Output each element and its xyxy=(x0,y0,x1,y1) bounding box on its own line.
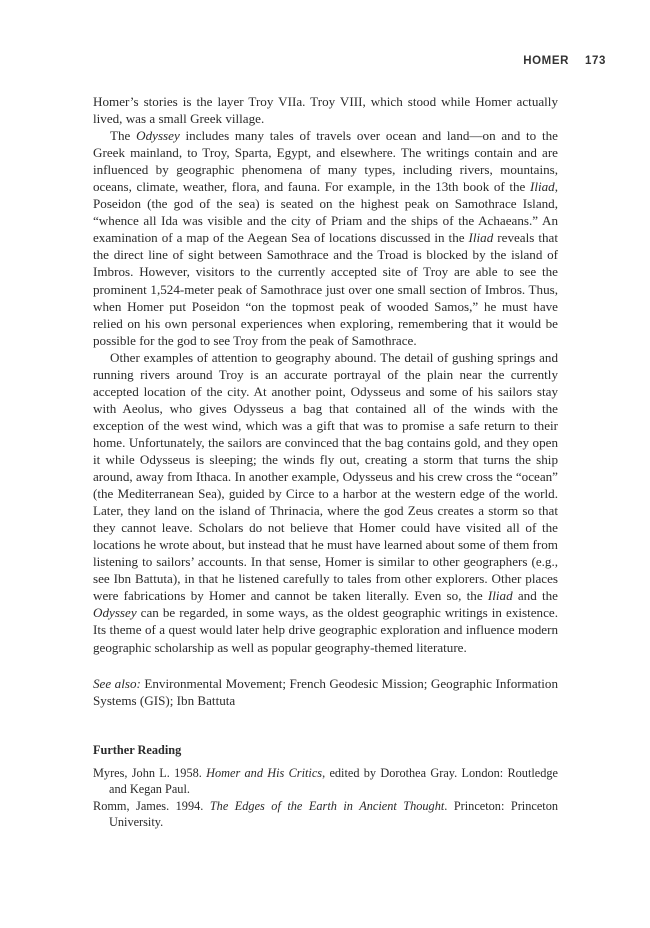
work-title-odyssey: Odyssey xyxy=(136,128,180,144)
paragraph-1 xyxy=(93,93,558,127)
running-head xyxy=(523,55,606,67)
reference-text: , edited by Dorothea Gray. London: Routledge and Kegan Paul. xyxy=(109,765,558,796)
reference-text: . Princeton: Princeton University. xyxy=(109,798,558,829)
paragraph-2-text-2: includes many tales of travels over ocean and land—on and to the Greek mainland, to Troy, Sparta, Egypt, and elsewhere. The writings contain and are influenced by geographic phenomena of many types, including rivers, mountains, oceans, climate, weather, flora, and fauna. For example, in the 13th book of the xyxy=(93,128,558,195)
work-title-iliad: Iliad xyxy=(468,230,494,246)
paragraph-3-text-1: Other examples of attention to geography abound. The detail of gushing springs and running rivers around Troy is an accurate portrayal of the plain near the currently accepted location of the city. At another point, Odysseus and some of his sailors stay with Aeolus, who gives Odysseus a bag that contained all of the winds with the exception of the west wind, which was a gift that was to promise a safe return to their home. Unfortunately, the sailors are convinced that the bag contains gold, and they open it while Odysseus is sleeping; the winds fly out, creating a storm that turns the ship around, away from Ithaca. In another example, Odysseus and his crew cross the “ocean” (the Mediterranean Sea), guided by Circe to a harbor at the western edge of the world. Later, they land on the island of Thrinacia, where the god Zeus creates a storm so that they cannot leave. Scholars do not believe that Homer could have visited all of the locations he wrote about, but instead that he must have learned about some of them from listening to sailors’ accounts. In that sense, Homer is similar to other geographers (e.g., see Ibn Battuta), in that he listened carefully to tales from other explorers. Other places were fabrications by Homer and cannot be taken literally. Even so, the xyxy=(93,349,558,604)
running-title: HOMER xyxy=(523,55,569,67)
reference-text: Myres, John L. 1958. xyxy=(93,765,207,780)
paragraph-2-text-3: , Poseidon (the god of the sea) is seated on the highest peak on Samothrace Island, “whence all Ida was visible and the city of Priam and the ships of the Achaeans.” An examination of a map of the Aegean Sea of locations discussed in the xyxy=(93,179,558,246)
reference-title: The Edges of the Earth in Ancient Thought xyxy=(209,798,445,813)
paragraph-3-text-3: can be regarded, in some ways, as the oldest geographic writings in existence. Its theme of a quest would later help drive geographic exploration and influence modern geographic scholarship as well as popular geography-themed literature. xyxy=(93,605,558,655)
reference-title: Homer and His Critics xyxy=(206,765,323,780)
see-also-label: See also: xyxy=(93,675,141,691)
see-also-text: Environmental Movement; French Geodesic Mission; Geographic Information Systems (GIS); Ibn Battuta xyxy=(93,675,558,708)
work-title-iliad: Iliad xyxy=(487,588,513,604)
reference-text: Romm, James. 1994. xyxy=(93,798,210,813)
paragraph-3-text-2: and the xyxy=(512,588,558,604)
reference-item xyxy=(93,765,558,797)
paragraph-2-text-1: The xyxy=(110,128,137,144)
work-title-odyssey: Odyssey xyxy=(93,605,137,621)
paragraph-2-text-4: reveals that the direct line of sight between Samothrace and the Troad is blocked by the island of Imbros. However, visitors to the currently accepted site of Troy are able to see the prominent 1,524-meter peak of Samothrace just over one small section of Imbros. Thus, when Homer put Poseidon “on the topmost peak of wooded Samos,” he must have relied on his own personal experiences when exploring, remembering that it would be possible for the god to see Troy from the peak of Samothrace. xyxy=(93,230,558,348)
paragraph-2 xyxy=(93,127,558,349)
work-title-iliad: Iliad xyxy=(529,179,555,195)
reference-item xyxy=(93,798,558,830)
main-text xyxy=(93,93,558,831)
paragraph-1-text: Homer’s stories is the layer Troy VIIa. Troy VIII, which stood while Homer actually lived, was a small Greek village. xyxy=(93,94,558,127)
see-also xyxy=(93,675,558,709)
further-reading-heading: Further Reading xyxy=(93,742,182,757)
page-number: 173 xyxy=(585,55,606,67)
paragraph-3 xyxy=(93,349,558,656)
